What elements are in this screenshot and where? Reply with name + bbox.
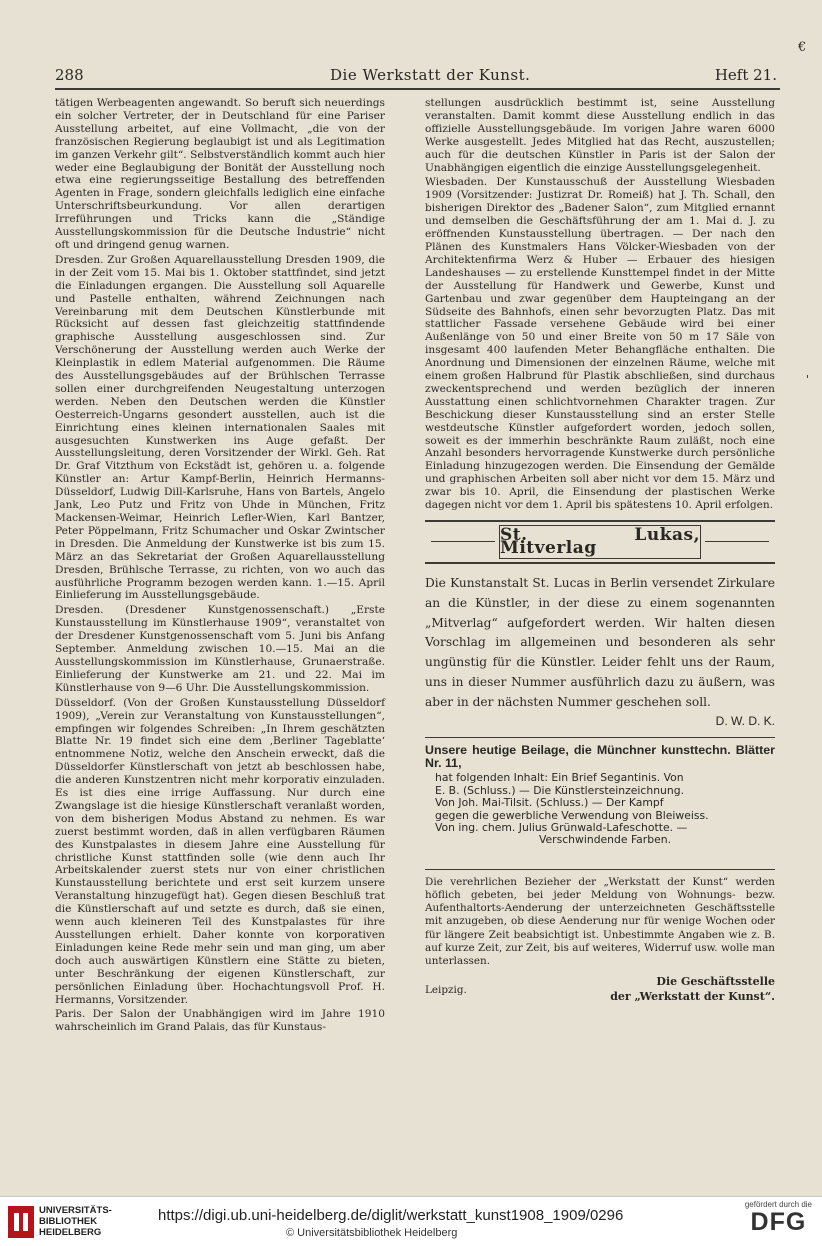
paragraph-paris: Paris. Der Salon der Unabhängigen wird im Jahre 1910 wahrscheinlich im Grand Palais, das für Kunstaus- (55, 1008, 385, 1034)
header-rule (55, 88, 780, 90)
banner-rule-left (431, 541, 495, 542)
viewer-footer (0, 1196, 822, 1246)
notice-firm-line2: der „Werkstatt der Kunst“. (610, 990, 775, 1004)
left-column (55, 97, 385, 1034)
running-title: Die Werkstatt der Kunst. (330, 66, 531, 84)
beilage-contents (435, 772, 775, 846)
paragraph-dresden-aquarell: Dresden. Zur Großen Aquarellausstellung Dresden 1909, die in der Zeit vom 15. Mai bis 1. Oktober stattfindet, sind jetzt die Einladungen ergangen. Die Ausstellung soll Aquarelle und Pastelle enthalten, während Zeichnungen nach Vereinbarung mit dem Deutschen Künstlerbunde mit Rücksicht auf dessen fast gleichzeitig stattfindende graphische Ausstellung ausgeschlossen sind. Zur Verschönerung der Ausstellung werden auch Werke der Kleinplastik in edlem Material aufgenommen. Die Räume des Ausstellungsgebäudes auf der Brühlschen Terrasse sollen einer durchgreifenden Neugestaltung unterzogen werden. Neben den Deutschen werden die Künstler Oesterreich-Ungarns gesondert ausstellen, auch ist die Einrichtung eines kleinen internationalen Saales mit ausgesuchten Kunstwerken ins Auge gefaßt. Der Ausstellungsleitung, deren Vorsitzender der Wirkl. Geh. Rat Dr. Graf Vitzthum von Eckstädt ist, gehören u. a. folgende Künstler an: Artur Kampf-Berlin, Heinrich Hermanns-Düsseldorf, Ludwig Dill-Karlsruhe, Hans von Bartels, Angelo Jank, Leo Putz und Fritz von Uhde in München, Fritz Mackensen-Weimar, Heinrich Lefler-Wien, Karl Bantzer, Peter Pöppelmann, Fritz Schumacher und Oskar Zwintscher in Dresden. Die Anmeldung der Kunstwerke ist bis zum 15. März an das Sekretariat der Großen Aquarellausstellung Dresden, Brühlsche Terrasse, zu richten, von wo auch das ausführliche Programm bezogen werden kann. 1.—15. April Einlieferung im Ausstellungsgebäude. (55, 253, 385, 602)
right-column (425, 97, 775, 1004)
notice-city: Leipzig. (425, 984, 467, 997)
paragraph-intro: tätigen Werbeagenten angewandt. So beruft sich neuerdings ein solcher Vertreter, der in Deutschland für eine Pariser Ausstellung arbeitet, auf eine Vollmacht, „die von der französischen Regierung beglaubigt ist und als Legitimation im ganzen Verkehr gilt“. Selbstverständlich kommt auch hier weder eine Beglaubigung der Bonität der Ausstellung noch etwa eine regierungsseitige Bestallung des betreffenden Agenten in Frage, sondern gleichfalls lediglich eine einfache Unterschriftsbeurkundung. Vor allen derartigen Irreführungen und Tricks kann die „Ständige Ausstellungskommission für die Deutsche Industrie“ nicht oft und dringend genug warnen. (55, 97, 385, 251)
beilage-heading: Unsere heutige Beilage, die Münchner kunsttechn. Blätter Nr. 11, (425, 743, 775, 771)
separator-rule (425, 737, 775, 738)
section-heading-lukas: St. Lukas, Mitverlag (500, 525, 700, 558)
library-name (39, 1205, 112, 1238)
beilage-line: E. B. (Schluss.) — Die Künstlersteinzeichnung. (435, 783, 685, 797)
permalink-url[interactable]: https://digi.ub.uni-heidelberg.de/diglit/werkstatt_kunst1908_1909/0296 (158, 1207, 624, 1224)
page-number: 288 (55, 66, 84, 84)
notice-firm-line1: Die Geschäftsstelle (656, 975, 775, 989)
notice-text: Die verehrlichen Bezieher der „Werkstatt der Kunst“ werden höflich gebeten, bei jeder Meldung von Wohnungs- bezw. Aufenthaltorts-Aenderung der unterzeichneten Geschäftsstelle mit anzugeben, ob diese Aenderung nur für wenige Wochen oder für längere Zeit beabsichtigt ist. Unbestimmte Angaben wie z. B. auf kurze Zeit, zur Zeit, bis auf weiteres, Widerruf usw. wolle man unterlassen. (425, 875, 775, 967)
dfg-wordmark: DFG (750, 1208, 807, 1236)
paragraph-duesseldorf: Düsseldorf. (Von der Großen Kunstausstellung Düsseldorf 1909), „Verein zur Veranstaltung von Kunstausstellungen“, empfingen wir folgendes Schreiben: „In Ihrem geschätzten Blatte Nr. 19 findet sich eine dem ‚Berliner Tageblatte‘ entnommene Notiz, welche den Anschein erweckt, daß die Düsseldorfer Künstlerschaft von jetzt ab beschlossen habe, die anderen Kunstzentren nicht mehr korporativ einzuladen. Es ist dies eine irrige Auffassung. Nur durch eine Zwangslage ist die hiesige Künstlerschaft veranlaßt worden, von dem bisherigen Modus Abstand zu nehmen. Es war zuerst bestimmt worden, daß in allen verfügbaren Räumen des Kunstpalastes in diesem Jahre eine Ausstellung für christliche Kunst stattfinden solle (wie denn auch Ihr Arbeitskalender zuerst stets nur von einer christlichen Kunstausstellung berichtete und erst seit kurzem unsere Veranstaltung hinzugefügt hat). Gegen diesen Beschluß trat die Künstlerschaft auf und setzte es durch, daß sie einen, wenn auch kleineren Teil des Kunstpalastes für ihre Ausstellungen erhielt. Daher konnte von korporativen Einladungen keine Rede mehr sein und man ging, um aber doch auch auswärtigen Künstlern eine Stätte zu bieten, unter Beschränkung der eigenen Künstlerschaft, zur persönlichen Einladung über. Hochachtungsvoll Prof. H. Hermanns, Vorsitzender. (55, 696, 385, 1006)
paragraph-paris-continued: stellungen ausdrücklich bestimmt ist, seine Ausstellung veranstalten. Damit kommt diese Ausstellung endlich in das offizielle Ausstellungsgebäude. Im vorigen Jahre waren 6000 Werke ausgestellt. Jedes Mitglied hat das Recht, auszustellen; auch für die deutschen Künstler in Paris ist der Salon der Unabhängigen eigentlich die einzige Ausstellungsgelegenheit. (425, 97, 775, 174)
lukas-signature: D. W. D. K. (715, 713, 775, 728)
library-name-line1: UNIVERSITÄTS- (39, 1205, 112, 1216)
library-name-line3: HEIDELBERG (39, 1227, 102, 1238)
beilage-line: Von ing. chem. Julius Grünwald-Lafeschotte. — (435, 820, 688, 834)
beilage-line: gegen die gewerbliche Verwendung von Bleiweiss. (435, 808, 709, 822)
copyright-notice: © Universitätsbibliothek Heidelberg (286, 1227, 458, 1239)
dfg-logo[interactable] (745, 1200, 812, 1236)
lukas-article: Die Kunstanstalt St. Lucas in Berlin versendet Zirkulare an die Künstler, in der diese zu einem sogenannten „Mitverlag“ aufgefordert werden. Wir halten diesen Vorschlag im allgemeinen und besonderen als sehr ungünstig für die Künstler. Leider fehlt uns der Raum, uns in dieser Nummer ausführlich dazu zu äußern, was aber in der nächsten Nummer geschehen soll. (425, 576, 775, 709)
notice-signature (425, 974, 775, 1004)
library-logo[interactable] (8, 1205, 112, 1238)
beilage-line: hat folgenden Inhalt: Ein Brief Segantinis. Von (435, 771, 684, 785)
beilage-line: Von Joh. Mai-Tilsit. (Schluss.) — Der Kampf (435, 796, 664, 810)
banner-rule-right (705, 541, 769, 542)
margin-mark-side: ' (806, 373, 810, 386)
subscriber-notice (425, 869, 775, 1004)
funded-by-label: gefördert durch die (744, 1200, 812, 1209)
beilage-line: Verschwindende Farben. (538, 833, 672, 847)
margin-mark: € (798, 40, 807, 55)
paragraph-dresden-kunstgenossenschaft: Dresden. (Dresdener Kunstgenossenschaft.) „Erste Kunstausstellung im Künstlerhause 1909“, veranstaltet von der Dresdener Kunstgenossenschaft vom 5. Juni bis Anfang September. Anmeldung zwischen 10.—15. Mai an die Ausstellungskommission im Künstlerhause, Grunaerstraße. Einlieferung der Kunstwerke am 21. und 22. Mai im Künstlerhause von 9—6 Uhr. Die Ausstellungskommission. (55, 604, 385, 694)
issue-number: Heft 21. (714, 66, 777, 84)
section-banner (425, 520, 775, 564)
library-name-line2: BIBLIOTHEK (39, 1216, 98, 1227)
paragraph-wiesbaden: Wiesbaden. Der Kunstausschuß der Ausstellung Wiesbaden 1909 (Vorsitzender: Justizrat Dr. Romeiß) hat J. Th. Schall, den bisherigen Direktor des „Badener Salon“, zum Mitglied ernannt und demselben die Geschäftsführung der am 1. Mai d. J. zu eröffnenden Kunstausstellung übertragen. — Der nach den Plänen des Kunstmalers Hans Völcker-Wiesbaden von der Architektenfirma Werz & Huber — Erbauer des hiesigen Landeshauses — zu erstellende Kunsttempel findet in der Mitte der Ausstellung für Handwerk und Gewerbe, Kunst und Gartenbau und zwar gegenüber dem Haupteingang an der Südseite des Bahnhofs, einen sehr bevorzugten Platz. Das mit stattlicher Fassade versehene Gebäude wird bei einer Außenlänge von 50 und einer Breite von 50 m 17 Säle von insgesamt 400 laufenden Meter Behangfläche enthalten. Die Anordnung und Dimensionen der einzelnen Räume, welche mit einem großen Halbrund für Plastik abschließen, sind durchaus zweckentsprechend und werden bezüglich der inneren Ausstattung einen schlichtvornehmen Charakter tragen. Zur Beschickung dieser Kunstausstellung sind an erster Stelle westdeutsche Künstler aufgefordert worden, jedoch sollen, soweit es der immerhin beschränkte Raum zuläßt, noch eine Anzahl besonders hervorragende Kunstwerke durch persönliche Einladung hinzugezogen werden. Die Einsendung der Gemälde und graphischen Arbeiten soll aber nicht vor dem 15. März und zwar bis 10. April, die Einsendung der plastischen Werke dagegen nicht vor dem 1. April bis spätestens 10. April erfolgen. (425, 176, 775, 512)
library-seal-icon (8, 1206, 34, 1238)
